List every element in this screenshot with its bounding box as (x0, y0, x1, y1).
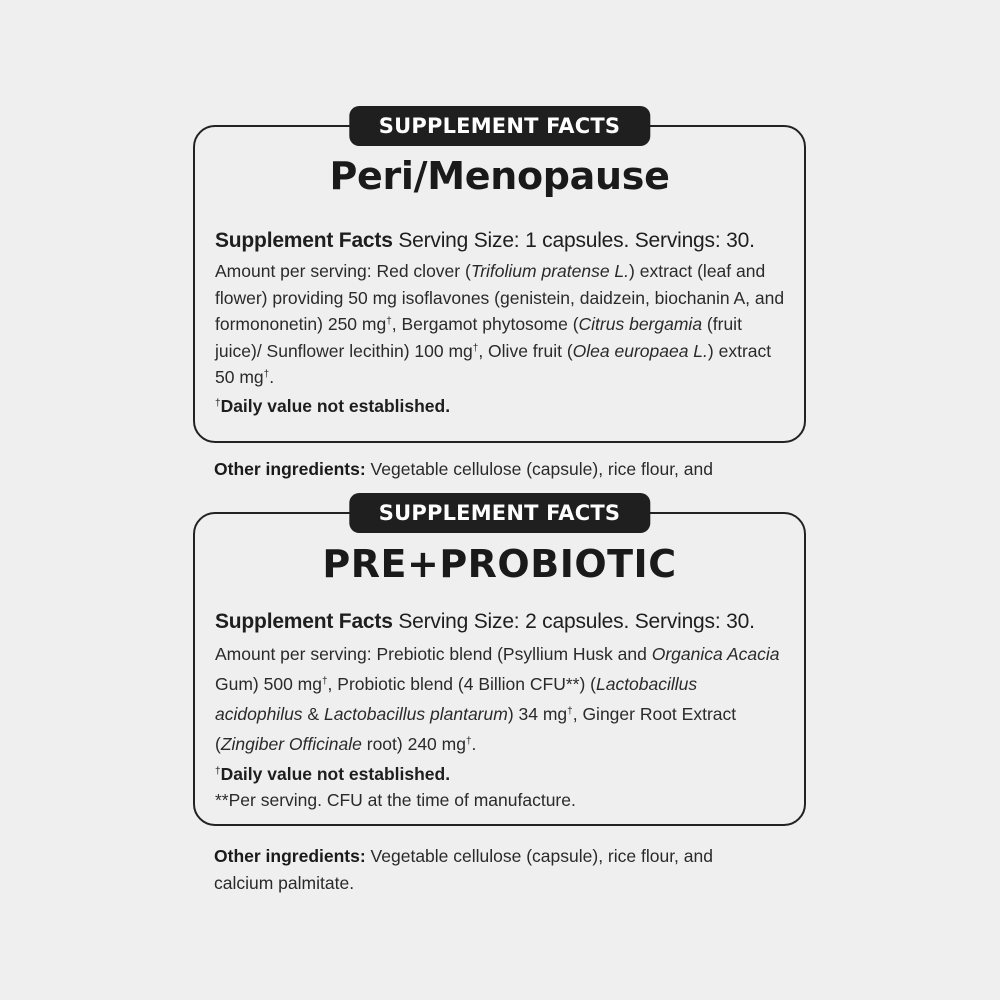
amount-text: (fruit juice)/ Sunflower lecithin) 100 mg (215, 314, 742, 361)
amount-per-serving (215, 258, 788, 391)
latin-name: Trifolium pratense L. (470, 261, 630, 281)
supplement-facts-header: SUPPLEMENT FACTS (349, 493, 650, 533)
supplement-facts-label: Supplement Facts (215, 610, 393, 633)
amount-text: Amount per serving: Red clover ( (215, 261, 471, 281)
other-ingredients-text: Vegetable cellulose (capsule), rice flour, and (365, 459, 713, 479)
daily-value-text: Daily value not established. (220, 395, 451, 416)
amount-text: root) 240 mg (361, 734, 466, 754)
serving-info: Serving Size: 1 capsules. Servings: 30. (398, 229, 755, 252)
daily-value-note (215, 393, 788, 419)
latin-name: Organica Acacia (651, 644, 780, 664)
latin-name: Zingiber Officinale (220, 734, 362, 754)
facts-content (215, 607, 788, 813)
dagger-mark: † (465, 736, 472, 747)
supplement-facts-label: Supplement Facts (215, 229, 393, 252)
product-title: Peri/Menopause (329, 154, 670, 198)
dagger-mark: † (215, 766, 221, 777)
serving-line (215, 226, 788, 256)
other-ingredients-label: Other ingredients: (214, 459, 366, 479)
latin-name: Citrus bergamia (578, 314, 703, 334)
dagger-mark: † (263, 369, 270, 380)
daily-value-text: Daily value not established. (220, 764, 451, 784)
amount-text: , Olive fruit ( (478, 340, 573, 361)
latin-name: Olea europaea L. (572, 340, 708, 361)
daily-value-note (215, 761, 788, 787)
amount-text: Amount per serving: Prebiotic blend (Psyllium Husk and (215, 644, 652, 664)
other-ingredients-label: Other ingredients: (214, 846, 366, 866)
latin-name: Lactobacillus acidophilus (215, 674, 698, 724)
amount-text: Gum) 500 mg (215, 674, 322, 694)
other-ingredients-text: Vegetable cellulose (capsule), rice flour, and calcium palmitate. (214, 846, 713, 893)
amount-text: . (269, 367, 275, 387)
cfu-footnote: **Per serving. CFU at the time of manufacture. (215, 790, 576, 810)
other-ingredients-pre-probiotic (214, 843, 774, 897)
amount-text: & (302, 704, 324, 724)
product-title: PRE+PROBIOTIC (322, 542, 677, 586)
dagger-mark: † (215, 397, 221, 409)
amount-text: , Ginger Root Extract ( (215, 704, 737, 754)
dagger-mark: † (321, 676, 328, 687)
supplement-facts-header: SUPPLEMENT FACTS (349, 106, 650, 146)
latin-name: Lactobacillus plantarum (323, 704, 508, 724)
dagger-mark: † (386, 316, 392, 327)
amount-text: . (471, 734, 477, 754)
amount-text: , Bergamot phytosome ( (391, 314, 579, 334)
facts-content (215, 226, 788, 419)
amount-text: ) extract 50 mg (215, 340, 772, 387)
amount-per-serving (215, 639, 788, 759)
amount-text: ) 34 mg (507, 704, 568, 724)
amount-text: , Probiotic blend (4 Billion CFU**) ( (327, 674, 596, 694)
supplement-facts-panel-pre-probiotic (193, 501, 806, 826)
serving-line (215, 607, 788, 637)
amount-text: ) extract (leaf and flower) providing 50 mg isoflavones (genistein, daidzein, biochanin A, and formononetin) 250 mg (215, 261, 785, 334)
other-ingredients-peri-menopause (214, 456, 794, 483)
supplement-facts-panel-peri-menopause (193, 114, 806, 443)
dagger-mark: † (472, 342, 479, 354)
serving-info: Serving Size: 2 capsules. Servings: 30. (398, 610, 755, 633)
dagger-mark: † (567, 706, 573, 717)
